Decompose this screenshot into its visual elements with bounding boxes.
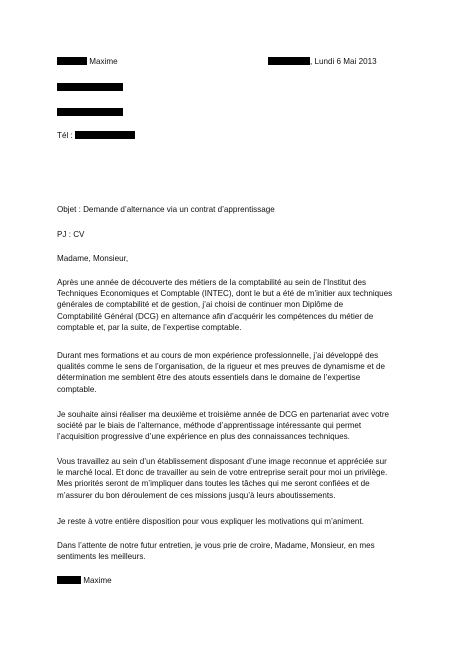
body-paragraph-2: Durant mes formations et au cours de mon expérience professionnelle, j’ai développé des qualités comme le sens de l’organisation, de la rigueur et mes preuves de dynamisme et de détermination me semblent être des atouts essentiels dans le domaine de l’expertise comptable. bbox=[57, 351, 385, 394]
tel-line bbox=[57, 131, 135, 141]
sender-name: Maxime bbox=[89, 57, 118, 66]
attachment-line: PJ : CV bbox=[57, 230, 85, 239]
signature-name: Maxime bbox=[83, 576, 112, 585]
date-text: , Lundi 6 Mai 2013 bbox=[310, 57, 377, 66]
body-paragraph-4: Vous travaillez au sein d’un établissement disposant d’une image reconnue et appréciée sur le marché local. Et donc de travailler au sein de votre entreprise serait pour moi un privilège. Mes priorités seront de m’impliquer dans toutes les tâches qui me seront confiées et de m’assurer du bon déroulement de ces missions jusqu’à leurs aboutissements. bbox=[57, 457, 388, 500]
sender-line bbox=[57, 57, 118, 67]
closing-paragraph: Dans l’attente de notre futur entretien, je vous prie de croire, Madame, Monsieur, en mes sentiments les meilleurs. bbox=[57, 541, 375, 562]
redacted-signature-surname bbox=[57, 576, 81, 584]
object-line: Objet : Demande d’alternance via un contrat d’apprentissage bbox=[57, 205, 275, 214]
salutation: Madame, Monsieur, bbox=[57, 254, 129, 263]
body-paragraph-1: Après une année de découverte des métiers de la comptabilité au sein de l’Institut des Techniques Economiques et Comptable (INTEC), dont le but a été de m’initier aux techniques générales de comptabilité et de gestion, j’ai choisi de continuer mon Diplôme de Comptabilité Général (DCG) en alternance afin d’acquérir les compétences du métier de comptable et, par la suite, de l’expertise comptable. bbox=[57, 278, 393, 332]
date-line bbox=[268, 57, 377, 67]
signature-line bbox=[57, 576, 112, 586]
body-paragraph-5: Je reste à votre entière disposition pour vous expliquer les motivations qui m’animent. bbox=[57, 517, 364, 526]
redacted-address-line-1 bbox=[57, 83, 123, 91]
redacted-address-line-2 bbox=[57, 108, 123, 116]
redacted-city bbox=[268, 57, 310, 65]
tel-label: Tél : bbox=[57, 131, 73, 140]
redacted-phone bbox=[75, 131, 135, 139]
redacted-surname bbox=[57, 57, 87, 65]
body-paragraph-3: Je souhaite ainsi réaliser ma deuxième et troisième année de DCG en partenariat avec votre société par le biais de l’alternance, méthode d’apprentissage intéressante qui permet l’acquisition progressive d’une expérience en plus des connaissances techniques. bbox=[57, 410, 390, 442]
